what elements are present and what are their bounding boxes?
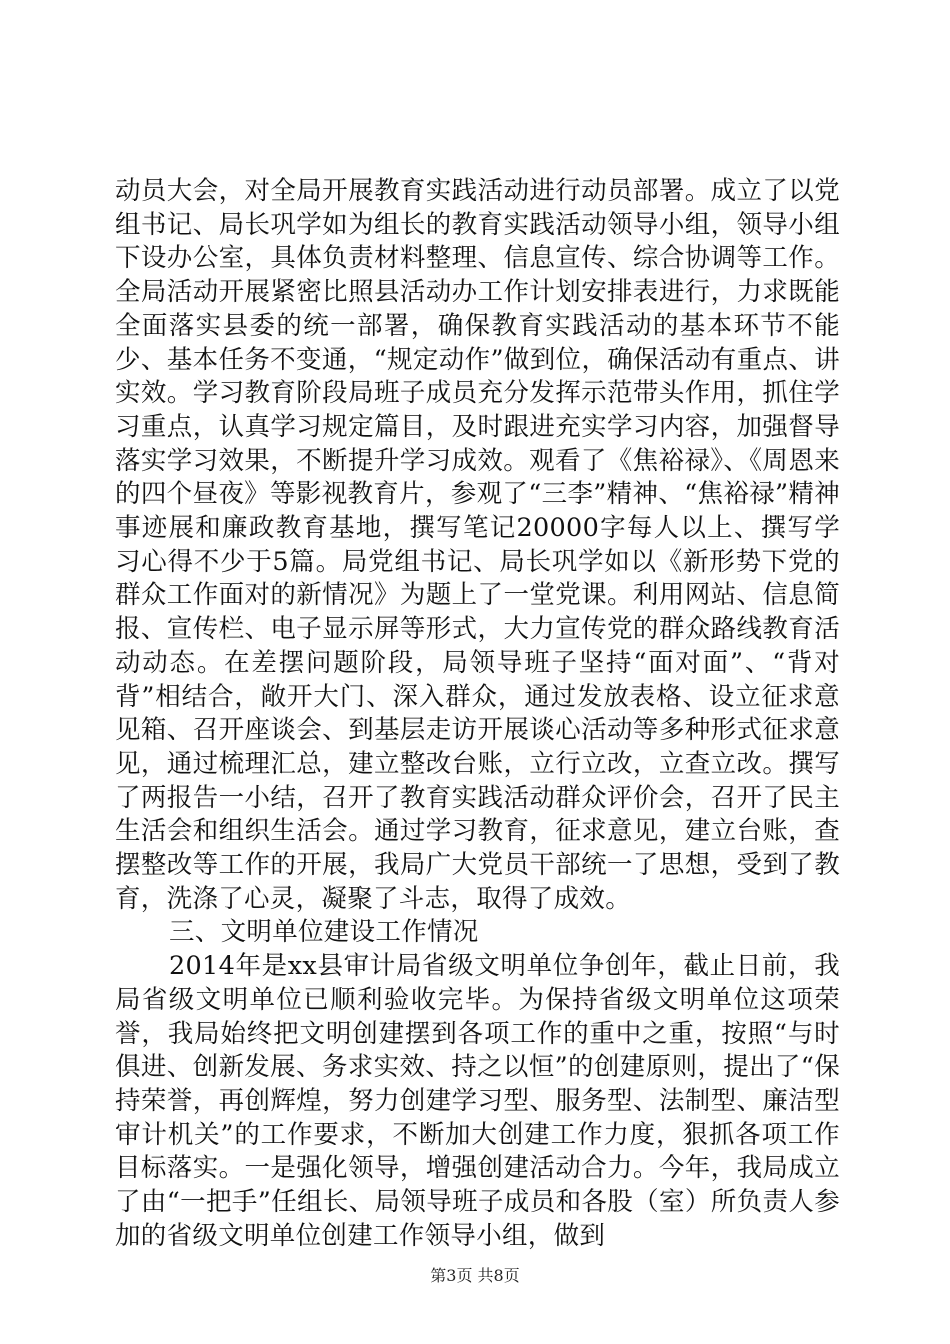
body-paragraph-1: 动员大会，对全局开展教育实践活动进行动员部署。成立了以党组书记、局长巩学如为组长的教育实践活动领导小组，领导小组下设办公室，具体负责材料整理、信息宣传、综合协调等工作。全局活动开展紧密比照县活动办工作计划安排表进行，力求既能全面落实县委的统一部署，确保教育实践活动的基本环节不能少、基本任务不变通，“规定动作”做到位，确保活动有重点、讲实效。学习教育阶段局班子成员充分发挥示范带头作用，抓住学习重点，认真学习规定篇目，及时跟进充实学习内容，加强督导落实学习效果，不断提升学习成效。观看了《焦裕禄》、《周恩来的四个昼夜》等影视教育片，参观了“三李”精神、“焦裕禄”精神事迹展和廉政教育基地，撰写笔记20000字每人以上、撰写学习心得不少于5篇。局党组书记、局长巩学如以《新形势下党的群众工作面对的新情况》为题上了一堂党课。利用网站、信息简报、宣传栏、电子显示屏等形式，大力宣传党的群众路线教育活动动态。在差摆问题阶段，局领导班子坚持“面对面”、“背对背”相结合，敞开大门、深入群众，通过发放表格、设立征求意见箱、召开座谈会、到基层走访开展谈心活动等多种形式征求意见，通过梳理汇总，建立整改台账，立行立改，立查立改。撰写了两报告一小结，召开了教育实践活动群众评价会，召开了民主生活会和组织生活会。通过学习教育，征求意见，建立台账，查摆整改等工作的开展，我局广大党员干部统一了思想，受到了教育，洗涤了心灵，凝聚了斗志，取得了成效。	[115, 176, 840, 914]
page-footer: 第3页 共8页	[430, 1266, 520, 1285]
section-heading: 三、文明单位建设工作情况	[169, 917, 479, 948]
body-paragraph-2: 2014年是xx县审计局省级文明单位争创年，截止日前，我局省级文明单位已顺利验收完毕。为保持省级文明单位这项荣誉，我局始终把文明创建摆到各项工作的重中之重，按照“与时俱进、创新发展、务求实效、持之以恒”的创建原则，提出了“保持荣誉，再创辉煌，努力创建学习型、服务型、法制型、廉洁型审计机关”的工作要求，不断加大创建工作力度，狠抓各项工作目标落实。一是强化领导，增强创建活动合力。今年，我局成立了由“一把手”任组长、局领导班子成员和各股（室）所负责人参加的省级文明单位创建工作领导小组，做到	[115, 951, 840, 1251]
document-body	[115, 175, 840, 1254]
